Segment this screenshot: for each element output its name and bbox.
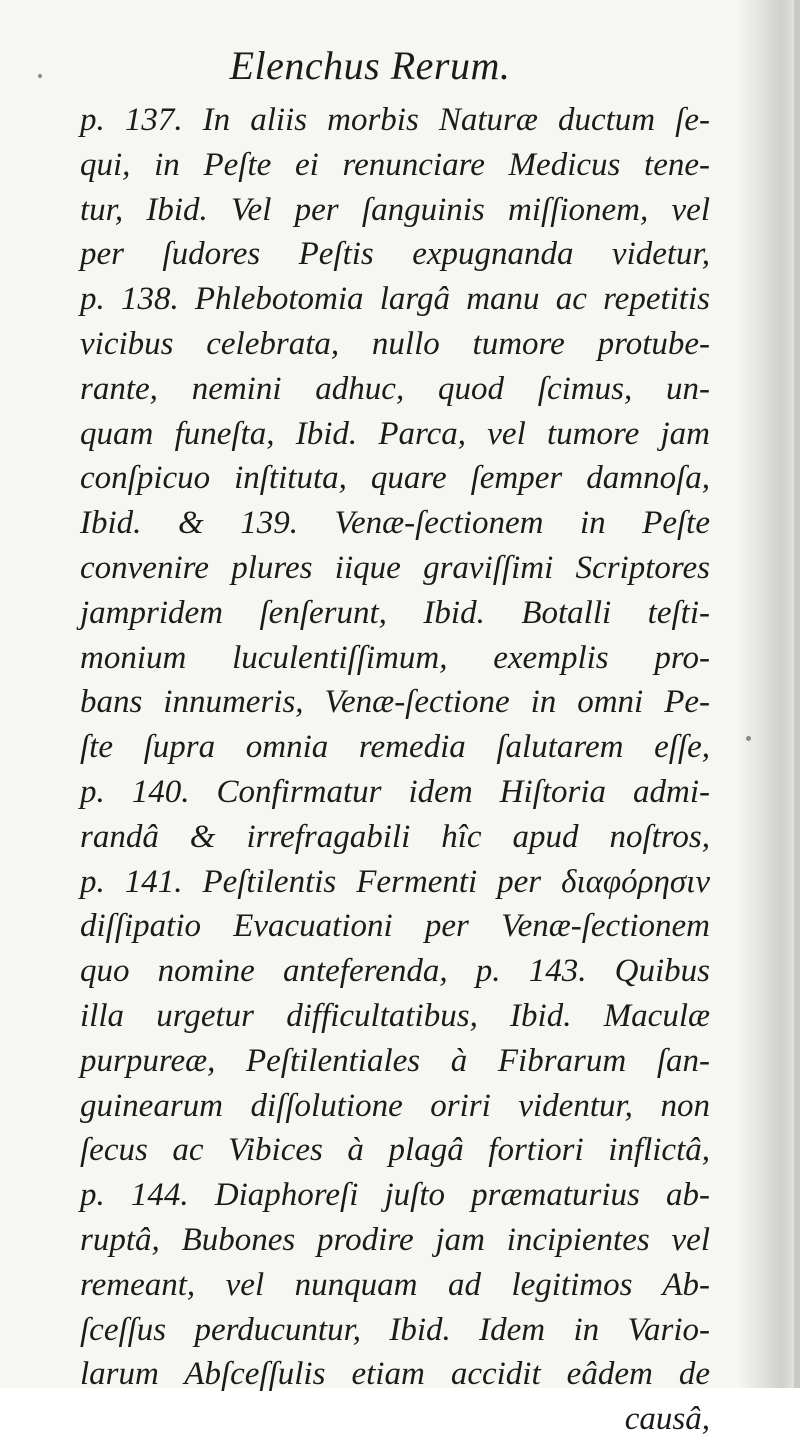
text-line: ruptâ, Bubones prodire jam incipientes vel: [80, 1221, 710, 1258]
text-line: purpureæ, Peſtilentiales à Fibrarum ſan-: [80, 1042, 710, 1079]
text-line: quo nomine anteferenda, p. 143. Quibus: [80, 953, 710, 990]
text-line: vicibus celebrata, nullo tumore protube-: [80, 325, 710, 362]
text-line: p. 140. Confirmatur idem Hiſtoria admi-: [80, 773, 710, 810]
text-line: per ſudores Peſtis expugnanda videtur,: [80, 236, 710, 273]
paper-speck: [746, 736, 751, 741]
text-line: conſpicuo inſtituta, quare ſemper damnoſa,: [80, 460, 710, 497]
text-line: p. 141. Peſtilentis Fermenti per διαφόρησιν: [80, 863, 710, 900]
text-line: ſte ſupra omnia remedia ſalutarem eſſe,: [80, 729, 710, 766]
index-text-block: [80, 98, 710, 1442]
text-line: convenire plures iique graviſſimi Scriptores: [80, 549, 710, 586]
text-line: p. 138. Phlebotomia largâ manu ac repetitis: [80, 281, 710, 318]
text-line: guinearum diſſolutione oriri videntur, non: [80, 1087, 710, 1124]
text-line: illa urgetur difficultatibus, Ibid. Maculæ: [80, 997, 710, 1034]
text-line: p. 137. In aliis morbis Naturæ ductum ſe-: [80, 102, 710, 138]
text-line: bans innumeris, Venæ-ſectione in omni Pe-: [80, 684, 710, 721]
text-line: larum Abſceſſulis etiam accidit eâdem de: [80, 1356, 710, 1393]
page-gutter-shadow: [740, 0, 800, 1388]
text-line: randâ & irrefragabili hîc apud noſtros,: [80, 818, 710, 855]
running-head: Elenchus Rerum.: [229, 43, 511, 88]
page-edge: [794, 0, 800, 1388]
catchword: causâ,: [624, 1401, 710, 1438]
text-line: quam funeſta, Ibid. Parca, vel tumore jam: [80, 415, 710, 452]
text-line: diſſipatio Evacuationi per Venæ-ſectionem: [80, 908, 710, 945]
text-line: remeant, vel nunquam ad legitimos Ab-: [80, 1266, 710, 1303]
text-line: ſecus ac Vibices à plagâ fortiori inflictâ,: [80, 1132, 710, 1169]
text-line: qui, in Peſte ei renunciare Medicus tene-: [80, 146, 710, 183]
paper-speck: [38, 74, 42, 78]
text-line: jampridem ſenſerunt, Ibid. Botalli teſti-: [80, 594, 710, 631]
text-line: rante, nemini adhuc, quod ſcimus, un-: [80, 370, 710, 407]
text-line: monium luculentiſſimum, exemplis pro-: [80, 639, 710, 676]
text-line: Ibid. & 139. Venæ-ſectionem in Peſte: [80, 505, 710, 542]
text-line: ſceſſus perducuntur, Ibid. Idem in Vario-: [80, 1311, 710, 1348]
text-line: tur, Ibid. Vel per ſanguinis miſſionem, vel: [80, 191, 710, 228]
text-line: p. 144. Diaphoreſi juſto præmaturius ab-: [80, 1177, 710, 1214]
